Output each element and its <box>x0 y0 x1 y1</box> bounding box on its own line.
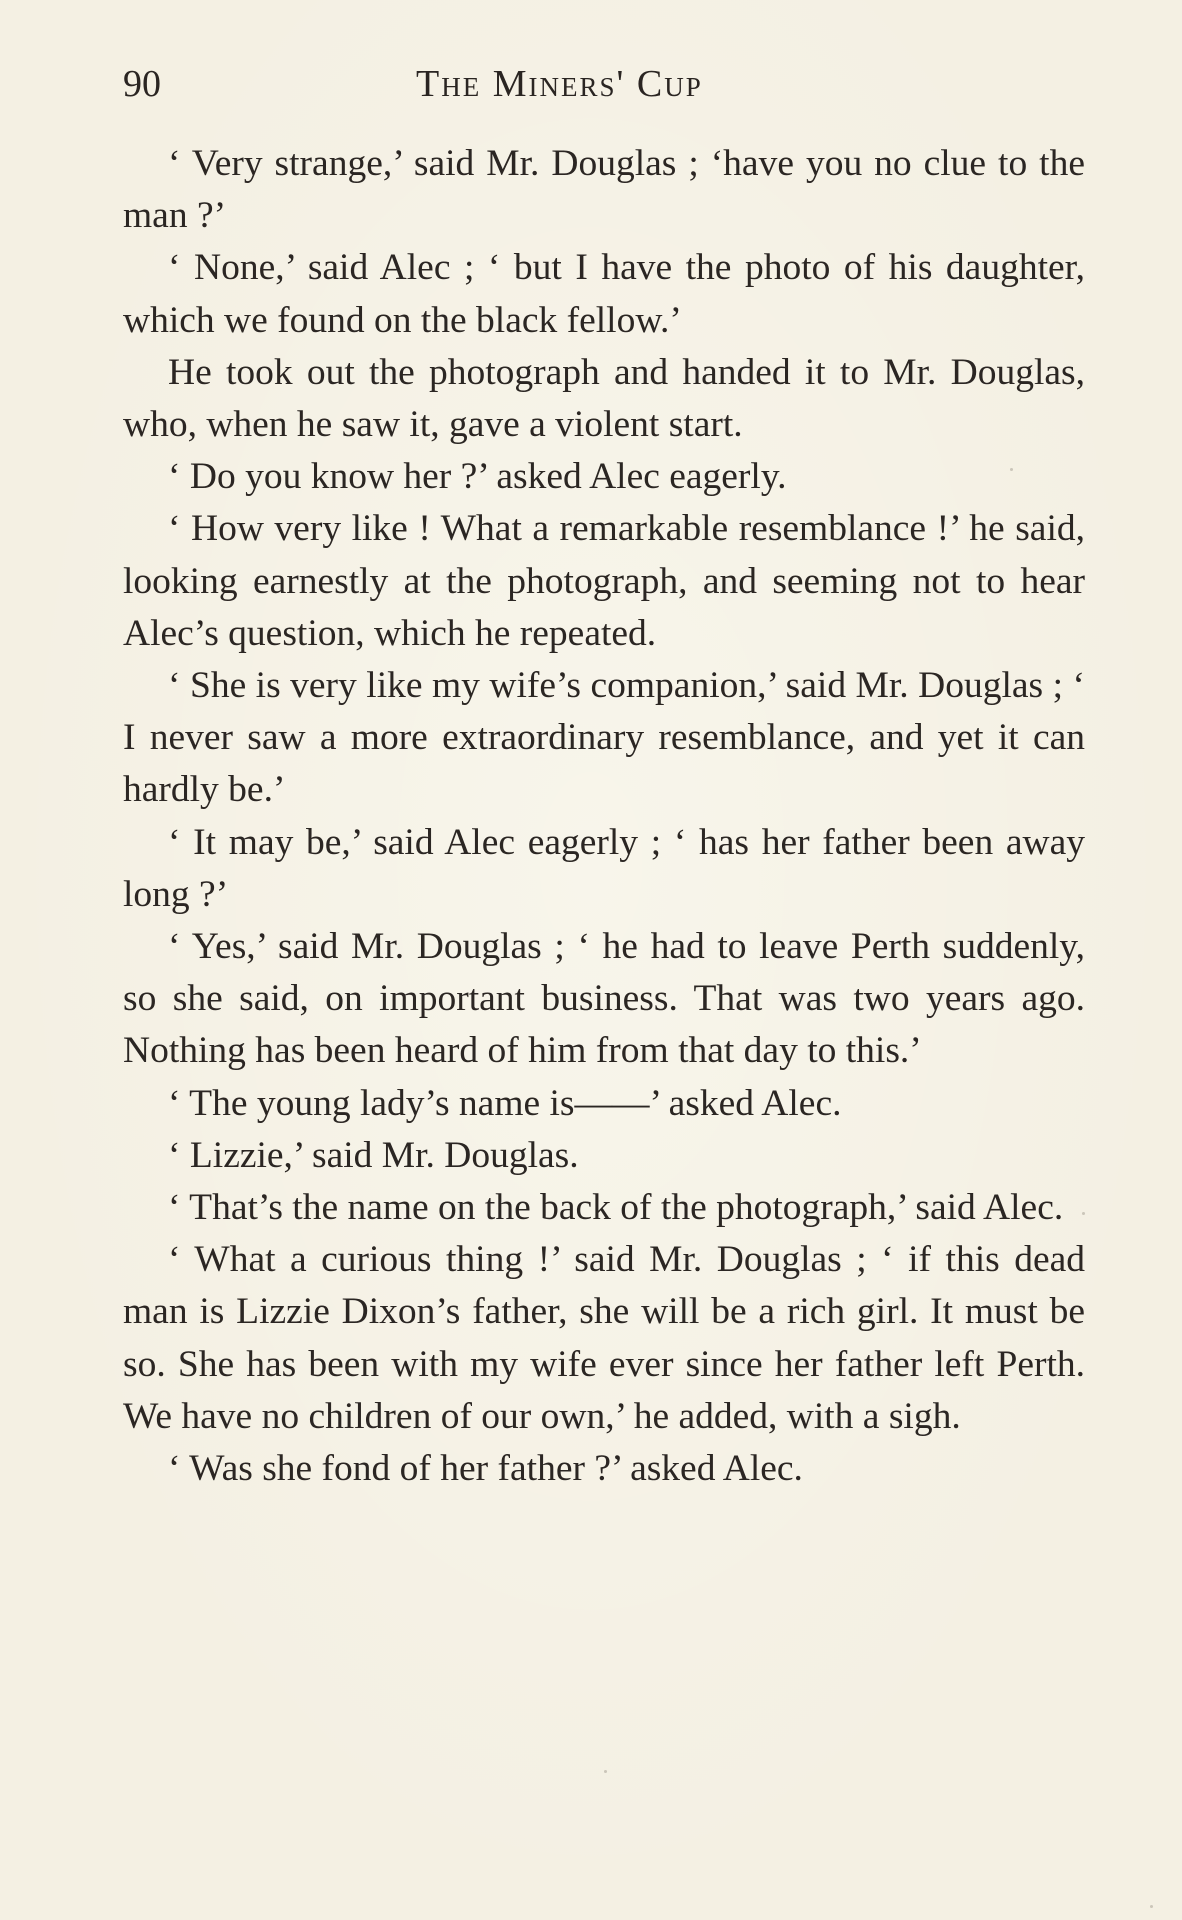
body-text <box>123 138 1085 1495</box>
paragraph: ‘ What a curious thing !’ said Mr. Douglas ; ‘ if this dead man is Lizzie Dixon’s father, she will be a rich girl. It must be so. She has been with my wife ever since her father left Perth. We have no children of our own,’ he added, with a sigh. <box>123 1239 1085 1437</box>
paragraph: ‘ Was she fond of her father ?’ asked Alec. <box>168 1448 803 1490</box>
paragraph: ‘ It may be,’ said Alec eagerly ; ‘ has her father been away long ?’ <box>123 821 1085 915</box>
paragraph: ‘ That’s the name on the back of the photograph,’ said Alec. <box>168 1187 1064 1229</box>
paper-speck <box>1010 468 1013 471</box>
paragraph: ‘ Lizzie,’ said Mr. Douglas. <box>168 1134 579 1176</box>
page-header <box>123 62 1085 112</box>
paragraph: ‘ She is very like my wife’s companion,’ said Mr. Douglas ; ‘ I never saw a more extraordinary resemblance, and yet it can hardly be.’ <box>123 665 1085 811</box>
paragraph: ‘ How very like ! What a remarkable resemblance !’ he said, looking earnestly at the photograph, and seeming not to hear Alec’s question, which he repeated. <box>123 508 1085 654</box>
paper-speck <box>1082 1212 1085 1215</box>
paragraph: ‘ The young lady’s name is——’ asked Alec. <box>168 1082 842 1124</box>
running-head: The Miners' Cup <box>416 63 703 105</box>
page-number: 90 <box>123 63 161 105</box>
paragraph: ‘ None,’ said Alec ; ‘ but I have the photo of his daughter, which we found on the black fellow.’ <box>123 247 1085 341</box>
paragraph: ‘ Very strange,’ said Mr. Douglas ; ‘have you no clue to the man ?’ <box>123 143 1085 237</box>
paragraph: ‘ Yes,’ said Mr. Douglas ; ‘ he had to leave Perth suddenly, so she said, on important business. That was two years ago. Nothing has been heard of him from that day to this.’ <box>123 926 1085 1072</box>
paragraph: He took out the photograph and handed it to Mr. Douglas, who, when he saw it, gave a violent start. <box>123 351 1085 446</box>
paper-speck <box>1150 1905 1153 1908</box>
paragraph: ‘ Do you know her ?’ asked Alec eagerly. <box>168 456 787 498</box>
paper-speck <box>604 1770 607 1773</box>
